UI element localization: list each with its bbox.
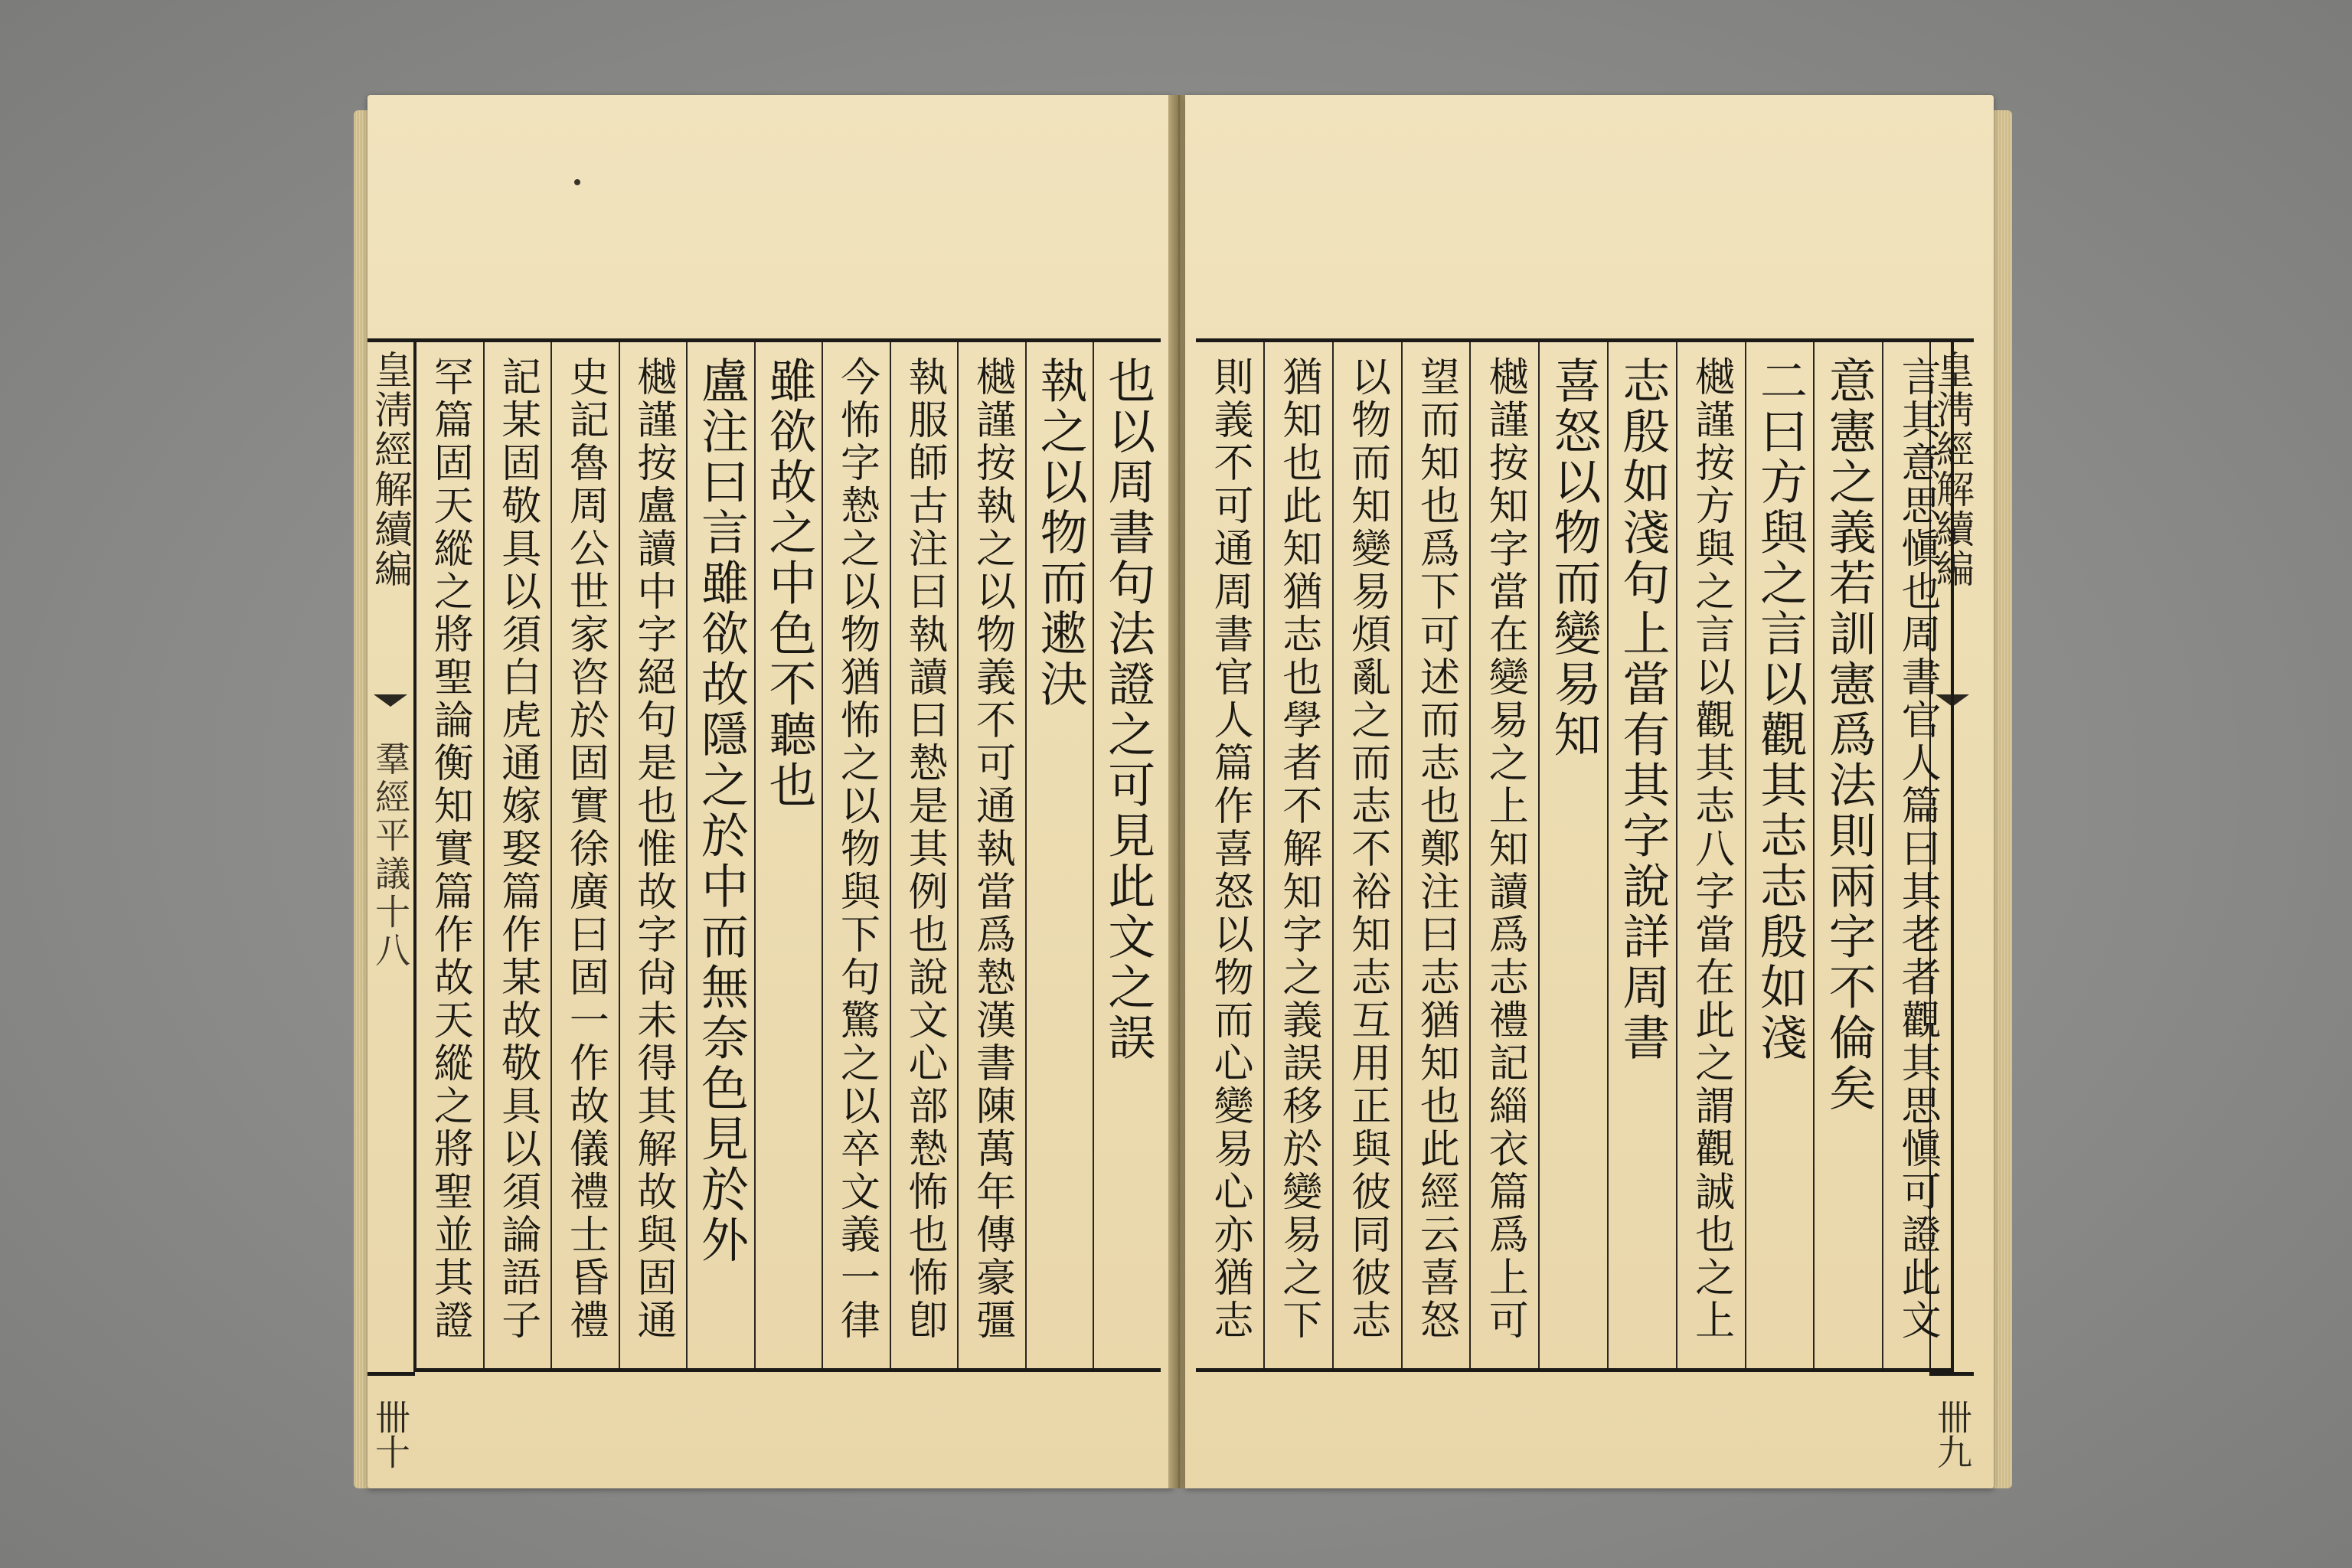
right-page-number: 卌九	[1932, 1399, 1973, 1469]
text-column	[1538, 342, 1607, 1368]
fishtail-mark	[374, 694, 407, 707]
text-column	[1332, 342, 1401, 1368]
open-book	[354, 95, 2012, 1494]
text-column	[822, 342, 890, 1368]
column-text: 罕篇固天縱之將聖論衡知實篇作故天縱之將聖並其證	[426, 356, 473, 1342]
right-text-frame	[1196, 338, 1954, 1372]
text-column	[1607, 342, 1676, 1368]
column-text: 樾謹按知字當在變易之上知讀爲志禮記緇衣篇爲上可	[1481, 356, 1528, 1342]
text-column	[890, 342, 958, 1368]
column-text: 二曰方與之言以觀其志志殷如淺	[1752, 356, 1808, 1063]
column-text: 雖欲故之中色不聽也	[760, 356, 817, 811]
left-page	[368, 95, 1173, 1488]
text-column	[1025, 342, 1093, 1368]
left-center-title: 皇淸經解續編	[368, 350, 413, 589]
left-center-subtitle: 羣經平議十八	[370, 740, 411, 970]
right-columns	[1196, 342, 1951, 1368]
left-text-frame	[413, 338, 1161, 1372]
column-text: 喜怒以物而變易知	[1546, 356, 1602, 760]
left-page-number: 卌十	[370, 1399, 411, 1469]
column-text: 則義不可通周書官人篇作喜怒以物而心變易心亦猶志	[1206, 356, 1253, 1342]
column-text: 猶知也此知猶志也學者不解知字之義誤移於變易之下	[1275, 356, 1321, 1342]
column-text: 樾謹按執之以物義不可通執當爲慹漢書陳萬年傳豪彊	[969, 356, 1015, 1342]
text-column	[1196, 342, 1263, 1368]
text-column	[1093, 342, 1161, 1368]
text-column	[619, 342, 687, 1368]
text-column	[1263, 342, 1332, 1368]
text-column	[1882, 342, 1951, 1368]
text-column	[1745, 342, 1814, 1368]
column-text: 言其意思愼也周書官人篇曰其老者觀其思愼可證此文	[1894, 356, 1941, 1342]
text-column	[1813, 342, 1882, 1368]
column-text: 盧注曰言雖欲故隱之於中而無奈色見於外	[693, 356, 750, 1266]
column-text: 意憲之義若訓憲爲法則兩字不倫矣	[1821, 356, 1877, 1114]
column-text: 也以周書句法證之可見此文之誤	[1099, 356, 1156, 1063]
column-text: 樾謹按方與之言以觀其志八字當在此之謂觀誠也之上	[1687, 356, 1734, 1342]
right-center-title: 皇淸經解續編	[1930, 350, 1975, 589]
column-text: 志殷如淺句上當有其字說詳周書	[1614, 356, 1671, 1063]
text-column	[1401, 342, 1470, 1368]
text-column	[686, 342, 754, 1368]
left-columns	[416, 342, 1161, 1368]
text-column	[483, 342, 551, 1368]
left-page-margin-column	[368, 338, 415, 1469]
text-column	[957, 342, 1025, 1368]
right-page	[1185, 95, 1994, 1488]
text-column	[754, 342, 822, 1368]
text-column	[1676, 342, 1745, 1368]
column-text: 執之以物而遬決	[1032, 356, 1089, 710]
text-column	[416, 342, 483, 1368]
column-text: 以物而知變易煩亂之而志不裕知志互用正與彼同彼志	[1344, 356, 1390, 1342]
column-text: 執服師古注曰執讀曰慹是其例也說文心部慹怖也怖卽	[901, 356, 948, 1342]
column-text: 望而知也爲下可述而志也鄭注曰志猶知也此經云喜怒	[1413, 356, 1459, 1342]
column-text: 記某固敬具以須白虎通嫁娶篇作某故敬具以須論語子	[494, 356, 541, 1342]
text-column	[1469, 342, 1538, 1368]
column-text: 史記魯周公世家咨於固實徐廣曰固一作故儀禮士昏禮	[562, 356, 609, 1342]
text-column	[550, 342, 619, 1368]
column-text: 樾謹按盧讀中字絕句是也惟故字尙未得其解故與固通	[629, 356, 676, 1342]
column-text: 今怖字慹之以物猶怖之以物與下句驚之以卒文義一律	[833, 356, 880, 1342]
ink-spot	[574, 179, 580, 185]
